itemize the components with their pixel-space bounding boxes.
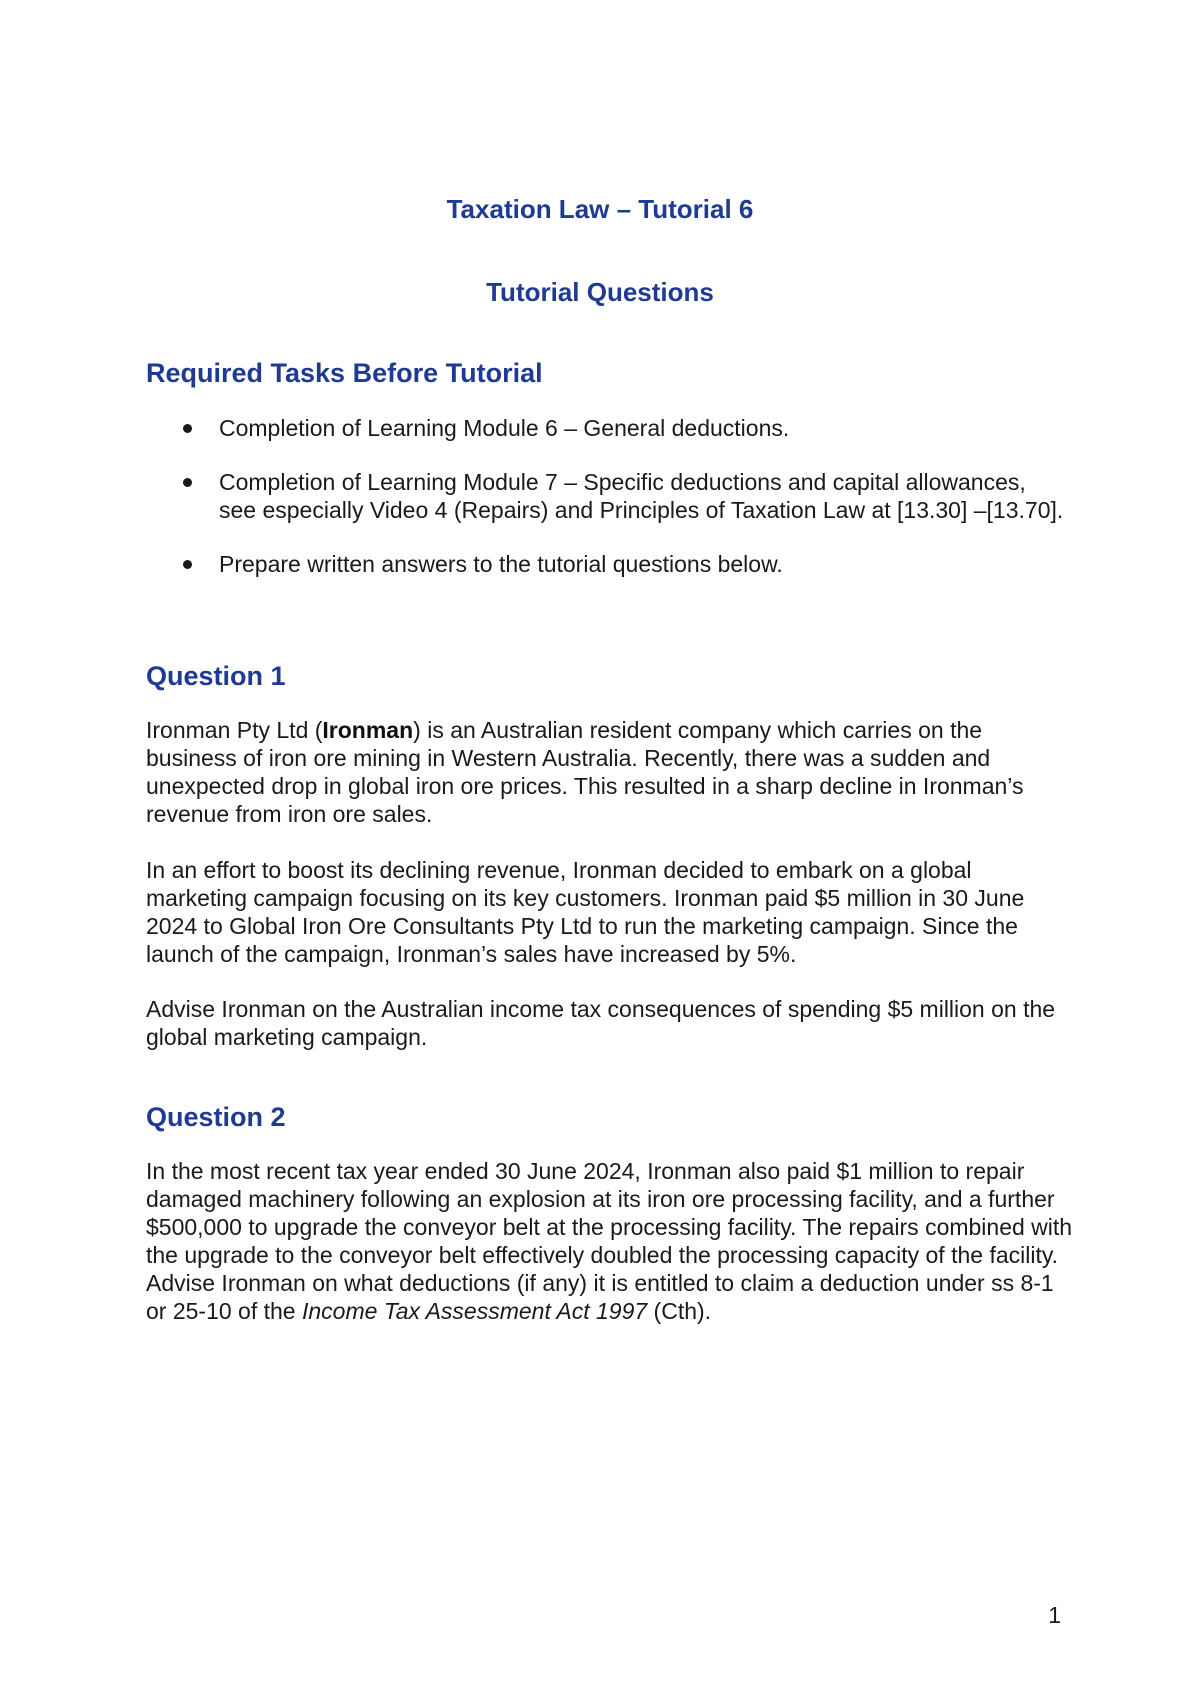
question-2-heading: Question 2 bbox=[146, 1102, 286, 1132]
list-item bbox=[146, 550, 1066, 578]
q1-p1-post: ) is an Australian resident company which carries on the business of iron ore mining in Western Australia. Recently, there was a sudden and unexpected drop in global iron ore prices. This resulted in a sharp decline in Ironman’s revenue from iron ore sales. bbox=[146, 717, 1024, 827]
list-item-text: Completion of Learning Module 6 – General deductions. bbox=[219, 415, 790, 441]
q2-act-title: Income Tax Assessment Act 1997 bbox=[302, 1298, 648, 1324]
q2-p1-post: (Cth). bbox=[647, 1298, 712, 1324]
required-tasks-heading: Required Tasks Before Tutorial bbox=[146, 358, 543, 388]
question-2-paragraph-1 bbox=[146, 1157, 1076, 1325]
page-number: 1 bbox=[1048, 1602, 1061, 1628]
question-1-paragraph-3: Advise Ironman on the Australian income tax consequences of spending $5 million on the global marketing campaign. bbox=[146, 996, 1056, 1050]
list-item bbox=[146, 414, 1066, 442]
bullet-icon bbox=[183, 478, 192, 487]
q1-p1-pre: Ironman Pty Ltd ( bbox=[146, 717, 323, 743]
list-item bbox=[146, 468, 1066, 524]
document-title: Taxation Law – Tutorial 6 bbox=[446, 194, 754, 224]
q2-p1-pre: In the most recent tax year ended 30 June 2024, Ironman also paid $1 million to repair damaged machinery following an explosion at its iron ore processing facility, and a further $500,000 to upgrade the conveyor belt at the processing facility. The repairs combined with the upgrade to the conveyor belt effectively doubled the processing capacity of the facility. Advise Ironman on what deductions (if any) it is entitled to claim a deduction under ss 8-1 or 25-10 of the bbox=[146, 1158, 1073, 1324]
list-item-text: Completion of Learning Module 7 – Specific deductions and capital allowances, see especially Video 4 (Repairs) and Principles of Taxation Law at [13.30] –[13.70]. bbox=[219, 469, 1064, 523]
document-subtitle: Tutorial Questions bbox=[486, 277, 714, 307]
question-1-heading: Question 1 bbox=[146, 661, 286, 691]
question-1-paragraph-1 bbox=[146, 716, 1076, 828]
required-tasks-list bbox=[146, 414, 1066, 604]
list-item-text: Prepare written answers to the tutorial questions below. bbox=[219, 551, 783, 577]
bullet-icon bbox=[183, 560, 192, 569]
bullet-icon bbox=[183, 424, 192, 433]
q1-defined-term: Ironman bbox=[322, 717, 414, 743]
question-1-paragraph-2: In an effort to boost its declining revenue, Ironman decided to embark on a global marketing campaign focusing on its key customers. Ironman paid $5 million in 30 June 2024 to Global Iron Ore Consultants Pty Ltd to run the marketing campaign. Since the launch of the campaign, Ironman’s sales have increased by 5%. bbox=[146, 857, 1025, 967]
